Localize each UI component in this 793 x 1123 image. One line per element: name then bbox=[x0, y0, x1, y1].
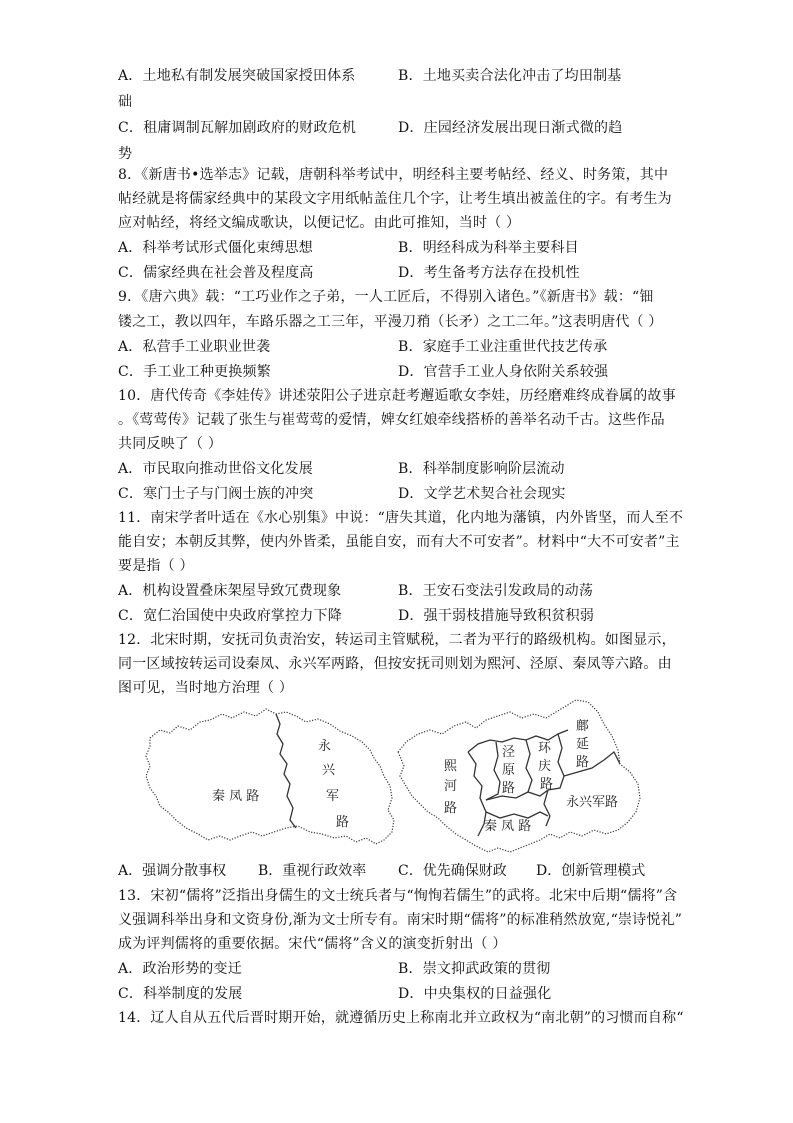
q9-stem-line: 镂之工，教以四年，车路乐器之工三年，平漫刀矟（长矛）之工二年。”这表明唐代（ ） bbox=[118, 314, 663, 330]
q9-stem-line: 9．《唐六典》载：“工巧业作之子弟，一人工匠后，不得别入诸色。”《新唐书》载：“钿 bbox=[118, 289, 654, 305]
q10-option-a[interactable]: A．市民取向推动世俗文化发展 bbox=[118, 461, 313, 477]
map-left-qinfeng-label: 秦 凤 路 bbox=[212, 789, 260, 804]
q11-stem-line: 11．南宋学者叶适在《水心别集》中说：“唐失其道，化内地为藩镇，内外皆坚，而人至不 bbox=[118, 510, 684, 526]
q13-option-b[interactable]: B．崇文抑武政策的贯彻 bbox=[398, 961, 551, 977]
q8-option-a[interactable]: A．科举考试形式僵化束缚思想 bbox=[118, 240, 313, 256]
q10-stem-line: 。《莺莺传》记载了张生与崔莺莺的爱情，婢女红娘牵线搭桥的善举名动千古。这些作品 bbox=[118, 412, 665, 428]
q12-stem-line: 图可见，当时地方治理（ ） bbox=[118, 680, 294, 696]
q13-stem-line: 义强调科举出身和文资身份,渐为文士所专有。南宋时期“儒将”的标准稍然放宽,“崇诗悦礼” bbox=[118, 912, 683, 928]
map-right-jingyuan-char: 原 bbox=[502, 763, 516, 778]
map-right-fuyan-char: 鄜 bbox=[576, 719, 590, 734]
q10-option-c[interactable]: C．寒门士子与门阀士族的冲突 bbox=[118, 486, 314, 502]
map-right-xihe-char: 路 bbox=[444, 801, 458, 816]
map-right-jingyuan-char: 路 bbox=[502, 781, 516, 796]
map-right-boundary bbox=[564, 752, 620, 776]
q10-stem-line: 共同反映了（ ） bbox=[118, 436, 223, 452]
map-right bbox=[398, 700, 640, 852]
map-left-yongxingjun-char: 军 bbox=[326, 789, 340, 804]
q13-stem-line: 成为评判儒将的重要依据。宋代“儒将”含义的演变折射出（ ） bbox=[118, 936, 507, 952]
map-left-border bbox=[276, 714, 296, 828]
map-right-qinfeng-label: 秦 凤 路 bbox=[484, 819, 532, 834]
q8-option-c[interactable]: C．儒家经典在社会普及程度高 bbox=[118, 265, 314, 281]
q12-option-c[interactable]: C．优先确保财政 bbox=[398, 863, 507, 879]
q7-option-a[interactable]: A．土地私有制发展突破国家授田体系 bbox=[118, 68, 356, 84]
q13-option-c[interactable]: C．科举制度的发展 bbox=[118, 986, 243, 1002]
map-right-yongxingjun-label: 永兴军路 bbox=[566, 795, 619, 810]
q12-stem-line: 12．北宋时期，安抚司负责治安，转运司主管赋税，二者为平行的路级机构。如图显示， bbox=[118, 632, 676, 648]
q10-stem-line: 10．唐代传奇《李娃传》讲述荥阳公子进京赶考邂逅歌女李娃，历经磨难终成眷属的故事 bbox=[118, 388, 676, 404]
q9-option-b[interactable]: B．家庭手工业注重世代技艺传承 bbox=[398, 339, 608, 355]
map-left-yongxingjun-char: 兴 bbox=[322, 763, 336, 778]
q7-option-c[interactable]: C．租庸调制瓦解加剧政府的财政危机 bbox=[118, 120, 357, 136]
map-right-huanqing-char: 环 bbox=[538, 741, 552, 756]
q11-option-d[interactable]: D．强干弱枝措施导致积贫积弱 bbox=[398, 608, 595, 624]
q12-option-d[interactable]: D．创新管理模式 bbox=[536, 863, 646, 879]
q14-stem-line: 14．辽人自从五代后晋时期开始，就遵循历史上称南北并立政权为“南北朝”的习惯而自称“ bbox=[118, 1010, 684, 1026]
map-right-fuyan-char: 路 bbox=[576, 755, 590, 770]
map-right-boundary bbox=[468, 730, 568, 752]
q12-stem-line: 同一区域按转运司设秦凤、永兴军两路，但按安抚司则划为熙河、泾原、秦凤等六路。由 bbox=[118, 656, 672, 672]
q7-option-b[interactable]: B．土地买卖合法化冲击了均田制基 bbox=[398, 68, 622, 84]
q8-option-d[interactable]: D．考生备考方法存在投机性 bbox=[398, 265, 580, 281]
map-right-boundary bbox=[486, 742, 500, 800]
q7-option-d[interactable]: D．庄园经济发展出现日渐式微的趋 bbox=[398, 120, 623, 136]
q11-option-a[interactable]: A．机构设置叠床架屋导致冗费现象 bbox=[118, 583, 342, 599]
q9-option-a[interactable]: A．私营手工业职业世袭 bbox=[118, 339, 271, 355]
q12-option-a[interactable]: A．强调分散事权 bbox=[118, 863, 227, 879]
q9-option-c[interactable]: C．手工业工种更换频繁 bbox=[118, 364, 271, 380]
map-right-jingyuan-char: 泾 bbox=[502, 745, 516, 760]
map-right-xihe-char: 熙 bbox=[444, 759, 458, 774]
q13-option-d[interactable]: D．中央集权的日益强化 bbox=[398, 986, 552, 1002]
q7-option-d-cont: 势 bbox=[118, 146, 133, 162]
q8-stem-line: 应对帖经，将经文编成歌诀，以便记忆。由此可推知，当时（ ） bbox=[118, 215, 521, 231]
map-right-huanqing-char: 路 bbox=[540, 777, 554, 792]
q11-stem-line: 要是指（ ） bbox=[118, 558, 194, 574]
map-left-yongxingjun-char: 永 bbox=[318, 739, 332, 754]
q10-option-b[interactable]: B．科举制度影响阶层流动 bbox=[398, 461, 565, 477]
q12-option-b[interactable]: B．重视行政效率 bbox=[258, 863, 367, 879]
map-left-outline bbox=[146, 709, 394, 844]
map-right-boundary bbox=[526, 740, 532, 792]
map-left bbox=[146, 709, 394, 844]
q8-stem-line: 8．《新唐书•选举志》记载，唐朝科举考试中，明经科主要考帖经、经义、时务策，其中 bbox=[118, 167, 669, 183]
map-right-huanqing-char: 庆 bbox=[538, 759, 552, 774]
map-right-boundary bbox=[486, 812, 548, 818]
q10-option-d[interactable]: D．文学艺术契合社会现实 bbox=[398, 486, 566, 502]
q8-stem-line: 帖经就是将儒家经典中的某段文字用纸帖盖住几个字，让考生填出被盖住的字。有考生为 bbox=[118, 191, 672, 207]
q11-stem-line: 能自安；本朝反其弊，使内外皆柔，虽能自安，而有大不可安者”。材料中“大不可安者”主 bbox=[118, 534, 680, 550]
q11-option-b[interactable]: B．王安石变法引发政局的动荡 bbox=[398, 583, 594, 599]
q7-option-b-cont: 础 bbox=[118, 94, 133, 110]
map-right-fuyan-char: 延 bbox=[576, 737, 590, 752]
q13-option-a[interactable]: A．政治形势的变迁 bbox=[118, 961, 242, 977]
map-left-yongxingjun-char: 路 bbox=[336, 815, 350, 830]
q9-option-d[interactable]: D．官营手工业人身依附关系较强 bbox=[398, 364, 609, 380]
q13-stem-line: 13．宋初“儒将”泛指出身儒生的文士统兵者与“恂恂若儒生”的武将。北宋中后期“儒将”含 bbox=[118, 888, 678, 904]
q11-option-c[interactable]: C．宽仁治国使中央政府掌控力下降 bbox=[118, 608, 342, 624]
q8-option-b[interactable]: B．明经科成为科举主要科目 bbox=[398, 240, 579, 256]
map-right-xihe-char: 河 bbox=[444, 779, 458, 794]
